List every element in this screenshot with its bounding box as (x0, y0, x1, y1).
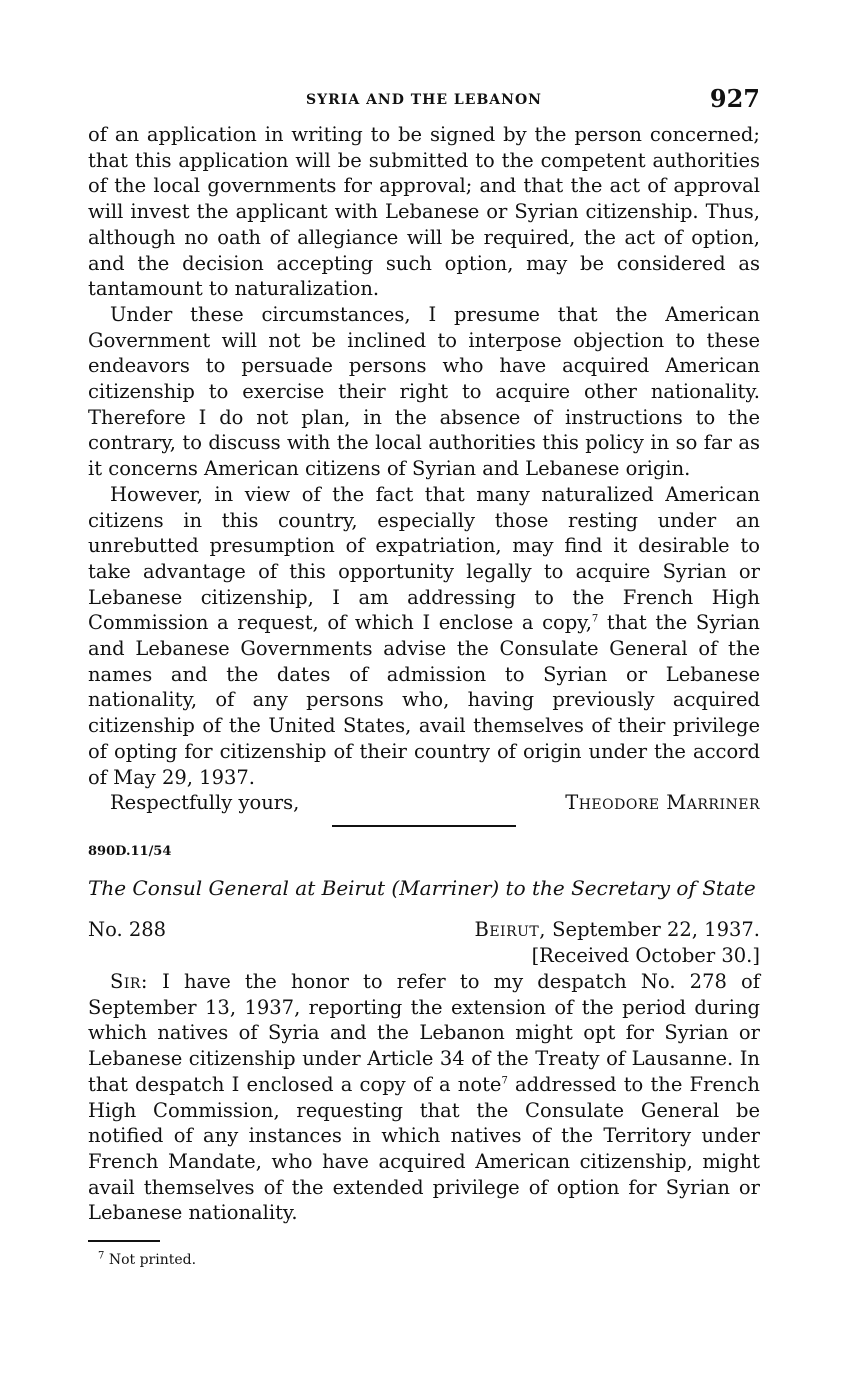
date: September 22, 1937. (545, 917, 760, 941)
footnote-reference: 7 (591, 613, 599, 625)
signature: Theodore Marriner (565, 791, 760, 815)
paragraph-request-text: However, in view of the fact that many naturalized American citizens in this country, especially those resting under an unrebutted presumption of expatriation, may find it desirable to take advantage of this opportunity legally to acquire Syrian or Lebanese citizenship, I am addressing to the French High Commission a request, of which I enclose a copy, (88, 482, 760, 635)
despatch-body (88, 969, 760, 1226)
footnote-reference: 7 (501, 1075, 508, 1087)
despatch-number: No. 288 (88, 917, 167, 941)
paragraph-request (88, 482, 760, 790)
despatch-body-text: I have the honor to refer to my despatch No. 278 of September 13, 1937, reporting the extension of the period during which natives of Syria and the Lebanon might opt for Syrian or Lebanese citizenship under Article 34 of the Treaty of Lausanne. In that despatch I enclosed a copy of a note (88, 969, 760, 1096)
paragraph-continuation: of an application in writing to be signed by the person concerned; that this application will be submitted to the competent authorities of the local governments for approval; and that the act of approval will invest the applicant with Lebanese or Syrian citizenship. Thus, although no oath of allegiance will be required, the act of option, and the decision accepting such option, may be considered as tantamount to naturalization. (88, 123, 760, 301)
page-number: 927 (709, 84, 760, 113)
paragraph-request-text-continued: that the Syrian and Lebanese Governments advise the Consulate General of the names and the dates of admission to Syrian or Lebanese nationality, of any persons who, having previously acquired citizenship of the United States, avail themselves of their privilege of opting for citizenship of their country of origin under the accord of May 29, 1937. (88, 611, 760, 789)
received-date: [Received October 30.] (531, 943, 760, 967)
document-heading: The Consul General at Beirut (Marriner) to the Secretary of State (88, 875, 756, 900)
footnote-text: Not printed. (108, 1252, 197, 1269)
complimentary-close: Respectfully yours, (110, 791, 300, 815)
footnote-divider (88, 1240, 160, 1242)
despatch-meta (88, 917, 760, 943)
file-number: 890D.11/54 (88, 843, 172, 859)
despatch-body-text-continued: addressed to the French High Commission, requesting that the Consulate General be notified of any instances in which natives of the Territory under French Mandate, who have acquired American citizenship, might avail themselves of the extended privilege of option for Syrian or Lebanese nationality. (88, 1072, 760, 1225)
running-header (88, 82, 760, 122)
running-title: SYRIA AND THE LEBANON (306, 92, 542, 108)
footnote-marker: 7 (98, 1250, 105, 1262)
footnote (88, 1250, 760, 1270)
closing-block (88, 790, 760, 816)
paragraph-circumstances: Under these circumstances, I presume that the American Government will not be inclined to interpose objection to these endeavors to persuade persons who have acquired American citizenship to exercise their right to acquire other nationality. Therefore I do not plan, in the absence of instructions to the contrary, to discuss with the local authorities this policy in so far as it concerns American citizens of Syrian and Lebanese origin. (88, 302, 760, 481)
salutation: Sir: (110, 969, 148, 993)
place-date (475, 917, 761, 943)
document-page (88, 82, 760, 1270)
place: Beirut, (474, 917, 546, 941)
section-divider (332, 825, 516, 827)
